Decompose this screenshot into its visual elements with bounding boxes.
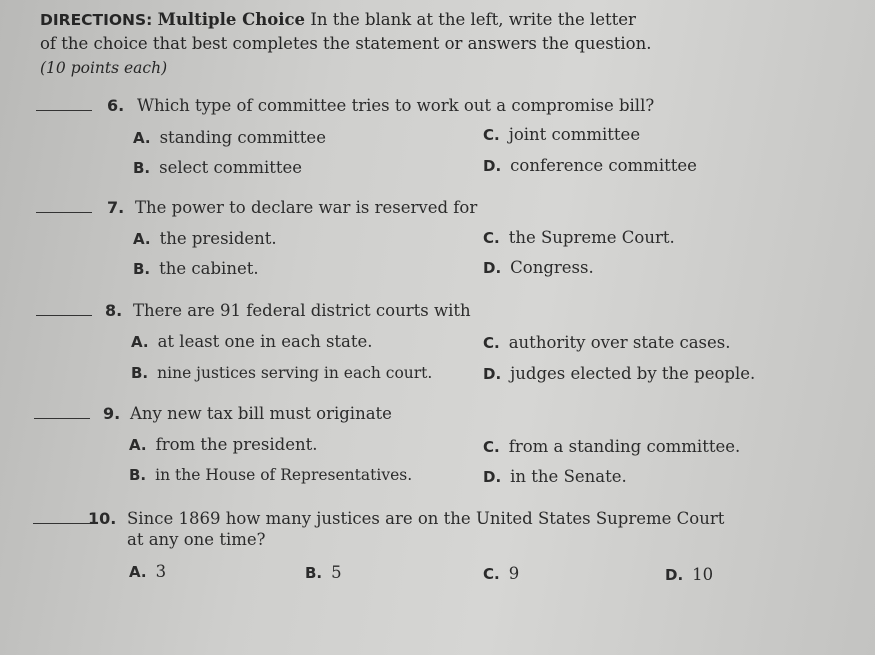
option-c: C. joint committee [483,125,641,144]
option-c: C. 9 [483,564,520,583]
option-d: D. judges elected by the people. [483,364,756,383]
answer-blank-9[interactable] [34,418,90,419]
question-number: 10. [88,509,117,528]
question-number: 9. [103,404,121,423]
question-text: There are 91 federal district courts with [133,301,471,320]
question-text: Which type of committee tries to work out a compromise bill? [137,96,655,115]
question-text-line1: Since 1869 how many justices are on the United States Supreme Court [127,509,725,528]
directions-text-line2: of the choice that best completes the statement or answers the question. [40,34,652,53]
question-number: 8. [105,301,123,320]
option-c: C. from a standing committee. [483,437,741,456]
option-d: D. conference committee [483,156,697,175]
option-d: D. in the Senate. [483,467,627,486]
option-a: A. the president. [133,229,277,248]
option-b: B. nine justices serving in each court. [131,364,433,382]
directions-heading: DIRECTIONS: [40,11,153,29]
answer-blank-10[interactable] [33,523,91,524]
option-b: B. in the House of Representatives. [129,466,413,484]
option-b: B. select committee [133,158,303,177]
question-number: 7. [107,198,125,217]
option-a: A. standing committee [133,128,326,147]
option-c: C. the Supreme Court. [483,228,675,247]
directions-block [40,8,730,80]
directions-text-line1: In the blank at the left, write the letter [310,10,636,29]
question-text: The power to declare war is reserved for [135,198,478,217]
option-a: A. at least one in each state. [131,332,373,351]
option-b: B. the cabinet. [133,259,259,278]
question-number: 6. [107,96,125,115]
option-d: D. Congress. [483,258,594,277]
option-a: A. from the president. [129,435,318,454]
directions-type: Multiple Choice [157,10,306,29]
option-b: B. 5 [305,563,342,582]
answer-blank-7[interactable] [36,212,92,213]
question-text-line2: at any one time? [127,530,266,549]
option-a: A. 3 [129,562,167,581]
directions-points: (10 points each) [40,59,168,77]
question-text: Any new tax bill must originate [130,404,392,423]
answer-blank-8[interactable] [36,315,92,316]
answer-blank-6[interactable] [36,110,92,111]
option-c: C. authority over state cases. [483,333,731,352]
option-d: D. 10 [665,565,714,584]
